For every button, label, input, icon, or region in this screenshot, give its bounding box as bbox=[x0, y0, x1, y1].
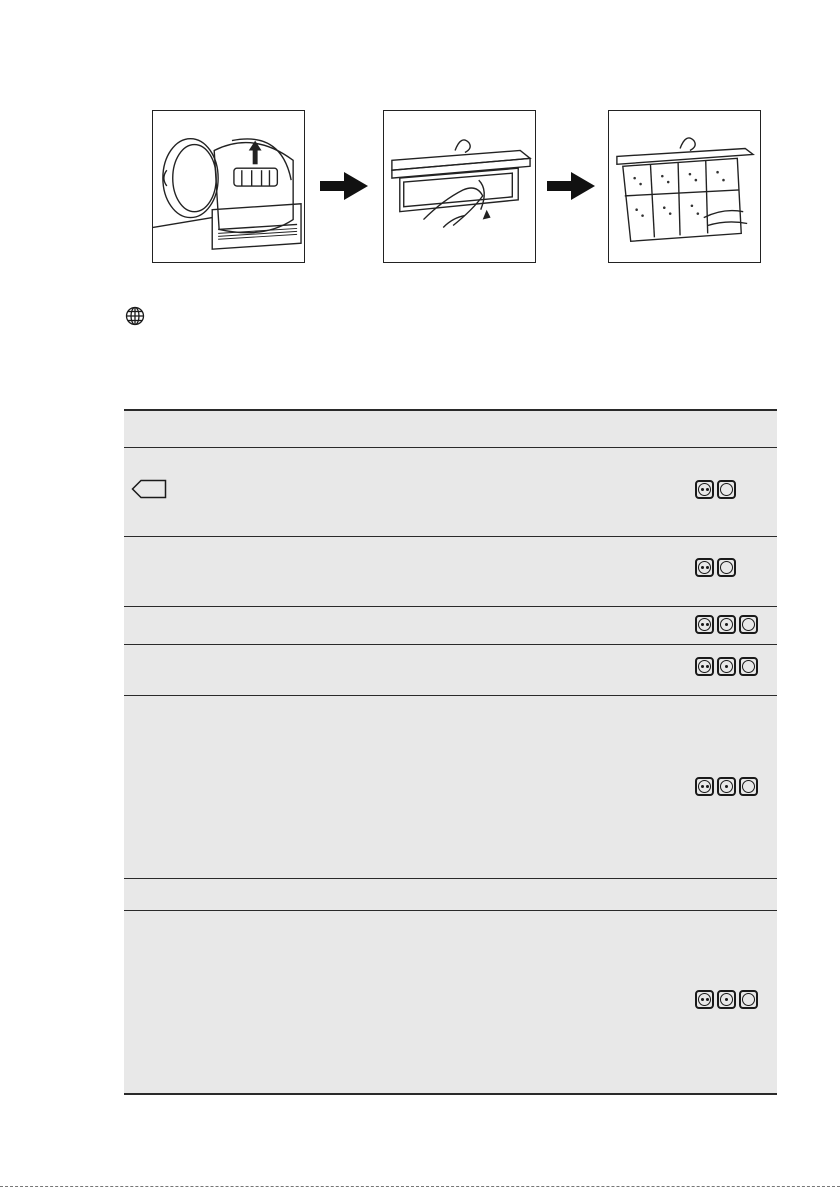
program-table bbox=[124, 409, 777, 1095]
tumble-dry-icon bbox=[717, 558, 736, 577]
tumble-dry-high-icon bbox=[695, 615, 714, 634]
tumble-dry-low-icon bbox=[717, 777, 736, 796]
tumble-dry-high-icon bbox=[695, 777, 714, 796]
care-symbols bbox=[695, 480, 736, 499]
care-symbols bbox=[695, 990, 758, 1009]
tumble-dry-low-icon bbox=[717, 657, 736, 676]
care-symbols bbox=[695, 615, 758, 634]
tumble-dry-icon bbox=[739, 990, 758, 1009]
tumble-dry-high-icon bbox=[695, 990, 714, 1009]
label-tag-icon bbox=[131, 479, 167, 504]
tumble-dry-high-icon bbox=[695, 657, 714, 676]
tumble-dry-high-icon bbox=[695, 480, 714, 499]
table-row bbox=[124, 537, 777, 607]
tumble-dry-icon bbox=[739, 657, 758, 676]
care-symbols bbox=[695, 558, 736, 577]
care-symbols bbox=[695, 777, 758, 796]
tumble-dry-icon bbox=[739, 777, 758, 796]
tumble-dry-icon bbox=[717, 480, 736, 499]
illustration-dryer-filter-removal bbox=[152, 110, 305, 263]
globe-icon bbox=[125, 306, 145, 331]
table-row bbox=[124, 645, 777, 696]
tumble-dry-low-icon bbox=[717, 615, 736, 634]
tumble-dry-icon bbox=[739, 615, 758, 634]
care-symbols bbox=[695, 657, 758, 676]
table-row bbox=[124, 879, 777, 911]
illustration-filter-clean bbox=[608, 110, 761, 263]
tumble-dry-low-icon bbox=[717, 990, 736, 1009]
illustration-filter-open bbox=[383, 110, 536, 263]
tumble-dry-high-icon bbox=[695, 558, 714, 577]
table-row bbox=[124, 911, 777, 1095]
table-header-row bbox=[124, 409, 777, 448]
step-arrow-icon bbox=[320, 172, 368, 205]
step-arrow-icon bbox=[547, 172, 595, 205]
table-row bbox=[124, 448, 777, 537]
table-row bbox=[124, 696, 777, 879]
page-cut-line bbox=[0, 1186, 840, 1187]
table-row bbox=[124, 607, 777, 645]
